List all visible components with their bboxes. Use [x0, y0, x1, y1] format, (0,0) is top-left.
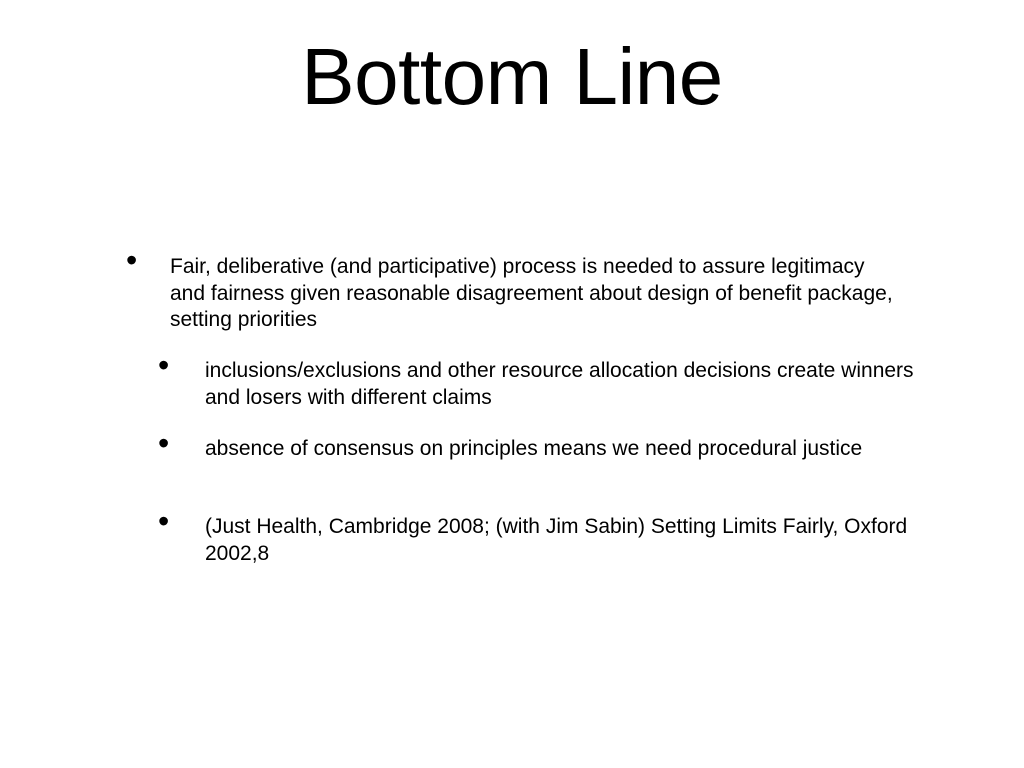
slide-title: Bottom Line — [301, 32, 723, 121]
sub-bullet-marker: • — [158, 347, 170, 383]
sub-bullet-text: inclusions/exclusions and other resource allocation decisions create winners and losers with different claims — [205, 359, 914, 409]
sub-bullet-marker: • — [158, 503, 170, 539]
sub-bullet-text: absence of consensus on principles means we need procedural justice — [205, 437, 863, 460]
bullet-marker: • — [126, 242, 138, 278]
sub-bullet-text: (Just Health, Cambridge 2008; (with Jim Sabin) Setting Limits Fairly, Oxford 2002,8 — [205, 515, 908, 565]
sub-bullet-marker: • — [158, 425, 170, 461]
bullet-text: Fair, deliberative (and participative) process is needed to assure legitimacy and fairness given reasonable disagreement about design of benefit package, setting priorities — [170, 255, 893, 331]
